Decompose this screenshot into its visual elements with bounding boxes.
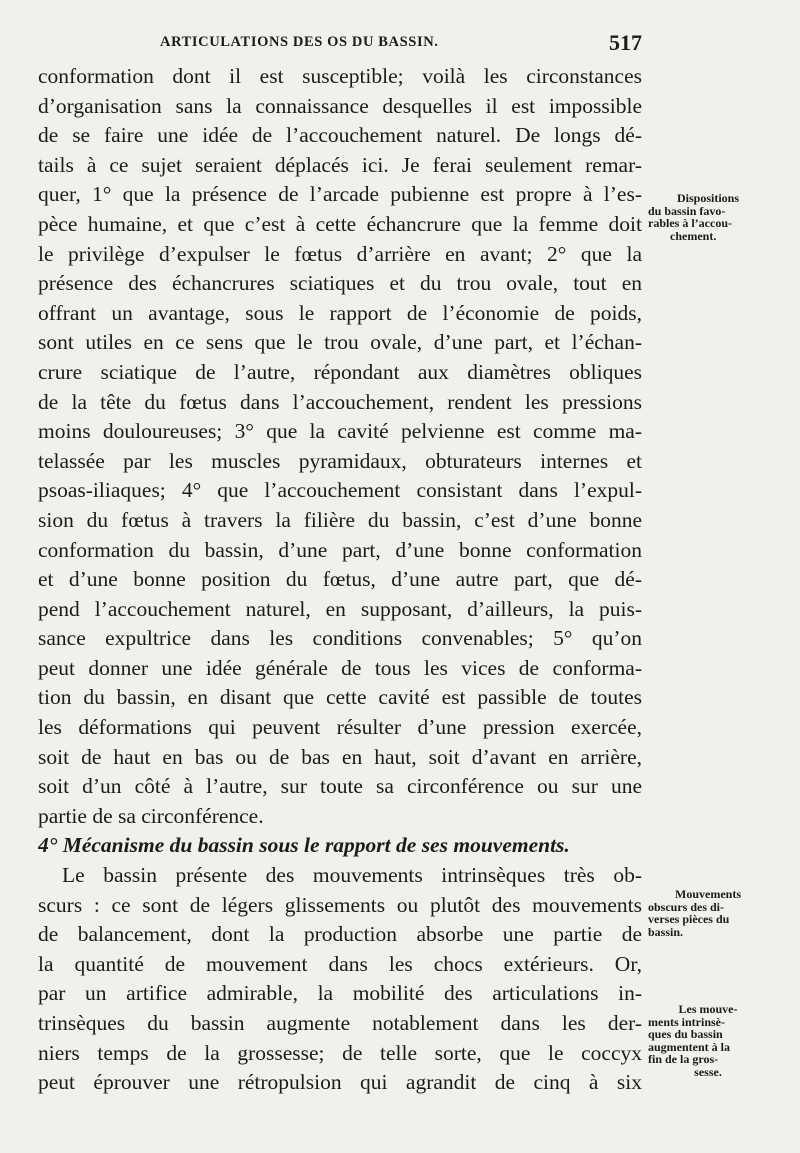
text-line: sont utiles en ce sens que le trou ovale, d’une part, et l’échan- — [38, 330, 642, 355]
text-line: moins douloureuses; 3° que la cavité pelvienne est comme ma- — [38, 419, 642, 444]
text-line: telassée par les muscles pyramidaux, obturateurs internes et — [38, 448, 642, 473]
margin-note-dispositions — [648, 192, 768, 242]
text-line: de se faire une idée de l’accouchement naturel. De longs dé- — [38, 123, 642, 148]
text-line: soit d’un côté à l’autre, sur toute sa circonférence ou sur une — [38, 774, 642, 799]
margin-note-line: verses pièces du — [648, 912, 730, 926]
text-line: la quantité de mouvement dans les chocs extérieurs. Or, — [38, 951, 642, 976]
text-line: les déformations qui peuvent résulter d’une pression exercée, — [38, 715, 642, 740]
text-line: pend l’accouchement naturel, en supposant, d’ailleurs, la puis- — [38, 596, 642, 621]
text-line: Le bassin présente des mouvements intrinsèques très ob- — [62, 863, 642, 888]
margin-note-line: Mouvements — [675, 887, 741, 901]
margin-note-line: fin de la gros- — [648, 1052, 719, 1066]
text-line: conformation dont il est susceptible; voilà les circonstances — [38, 64, 642, 88]
main-text — [38, 62, 642, 1098]
margin-note-line: augmentent à la — [648, 1039, 730, 1054]
text-line: de la tête du fœtus dans l’accouchement, rendent les pressions — [38, 389, 642, 414]
text-line: sance expultrice dans les conditions convenables; 5° qu’on — [38, 626, 642, 651]
margin-note-line: obscurs des di- — [648, 899, 725, 914]
margin-note-line: rables à l’accou- — [648, 216, 732, 230]
text-line: tails à ce sujet seraient déplacés ici. Je ferai seulement remar- — [38, 152, 642, 177]
text-line: quer, 1° que la présence de l’arcade pubienne est propre à l’es- — [38, 182, 642, 207]
text-line: peut donner une idée générale de tous les vices de conforma- — [38, 655, 642, 680]
text-line: partie de sa circonférence. — [38, 803, 264, 828]
page-number: 517 — [609, 30, 642, 55]
text-line: psoas-iliaques; 4° que l’accouchement consistant dans l’expul- — [38, 478, 642, 503]
text-line: pèce humaine, et que c’est à cette échancrure que la femme doit — [38, 211, 642, 236]
section-heading: 4° Mécanisme du bassin sous le rapport de ses mouvements. — [38, 833, 570, 858]
text-line: sion du fœtus à travers la filière du bassin, c’est d’une bonne — [38, 507, 642, 532]
text-line: crure sciatique de l’autre, répondant aux diamètres obliques — [38, 359, 642, 384]
text-line: trinsèques du bassin augmente notablement dans les der- — [38, 1011, 642, 1035]
text-line: tion du bassin, en disant que cette cavité est passible de toutes — [38, 685, 642, 710]
text-line: offrant un avantage, sous le rapport de l’économie de poids, — [38, 300, 642, 325]
text-line: et d’une bonne position du fœtus, d’une autre part, que dé- — [38, 567, 642, 592]
text-line: conformation du bassin, d’une part, d’une bonne conformation — [38, 537, 642, 562]
page-header — [38, 30, 642, 60]
margin-note-line: ments intrinsè- — [648, 1014, 725, 1029]
margin-note-line: du bassin favo- — [648, 203, 726, 218]
text-line: scurs : ce sont de légers glissements ou plutôt des mouvements — [38, 892, 642, 917]
text-line: par un artifice admirable, la mobilité des articulations in- — [38, 981, 642, 1006]
text-line: d’organisation sans la connaissance desquelles il est impossible — [38, 93, 642, 118]
margin-note-line: Les mouve- — [678, 1002, 738, 1016]
text-line: niers temps de la grossesse; de telle sorte, que le coccyx — [38, 1040, 642, 1065]
text-line: présence des échancrures sciatiques et du trou ovale, tout en — [38, 271, 642, 296]
text-line: soit de haut en bas ou de bas en haut, soit d’avant en arrière, — [38, 744, 642, 769]
margin-note-mouvements-intrinseques — [648, 1003, 768, 1078]
text-line: le privilège d’expulser le fœtus d’arrière en avant; 2° que la — [38, 241, 642, 266]
text-line: de balancement, dont la production absorbe une partie de — [38, 922, 642, 947]
margin-note-line: Dispositions — [676, 191, 740, 205]
margin-note-line: ques du bassin — [648, 1027, 723, 1041]
running-title: ARTICULATIONS DES OS DU BASSIN. — [160, 34, 439, 50]
margin-note-line: chement. — [670, 228, 717, 243]
margin-note-line: bassin. — [648, 924, 684, 939]
margin-note-mouvements-obscurs — [648, 888, 768, 938]
margin-note-line: sesse. — [694, 1064, 722, 1079]
text-line: peut éprouver une rétropulsion qui agrandit de cinq à six — [38, 1070, 642, 1095]
